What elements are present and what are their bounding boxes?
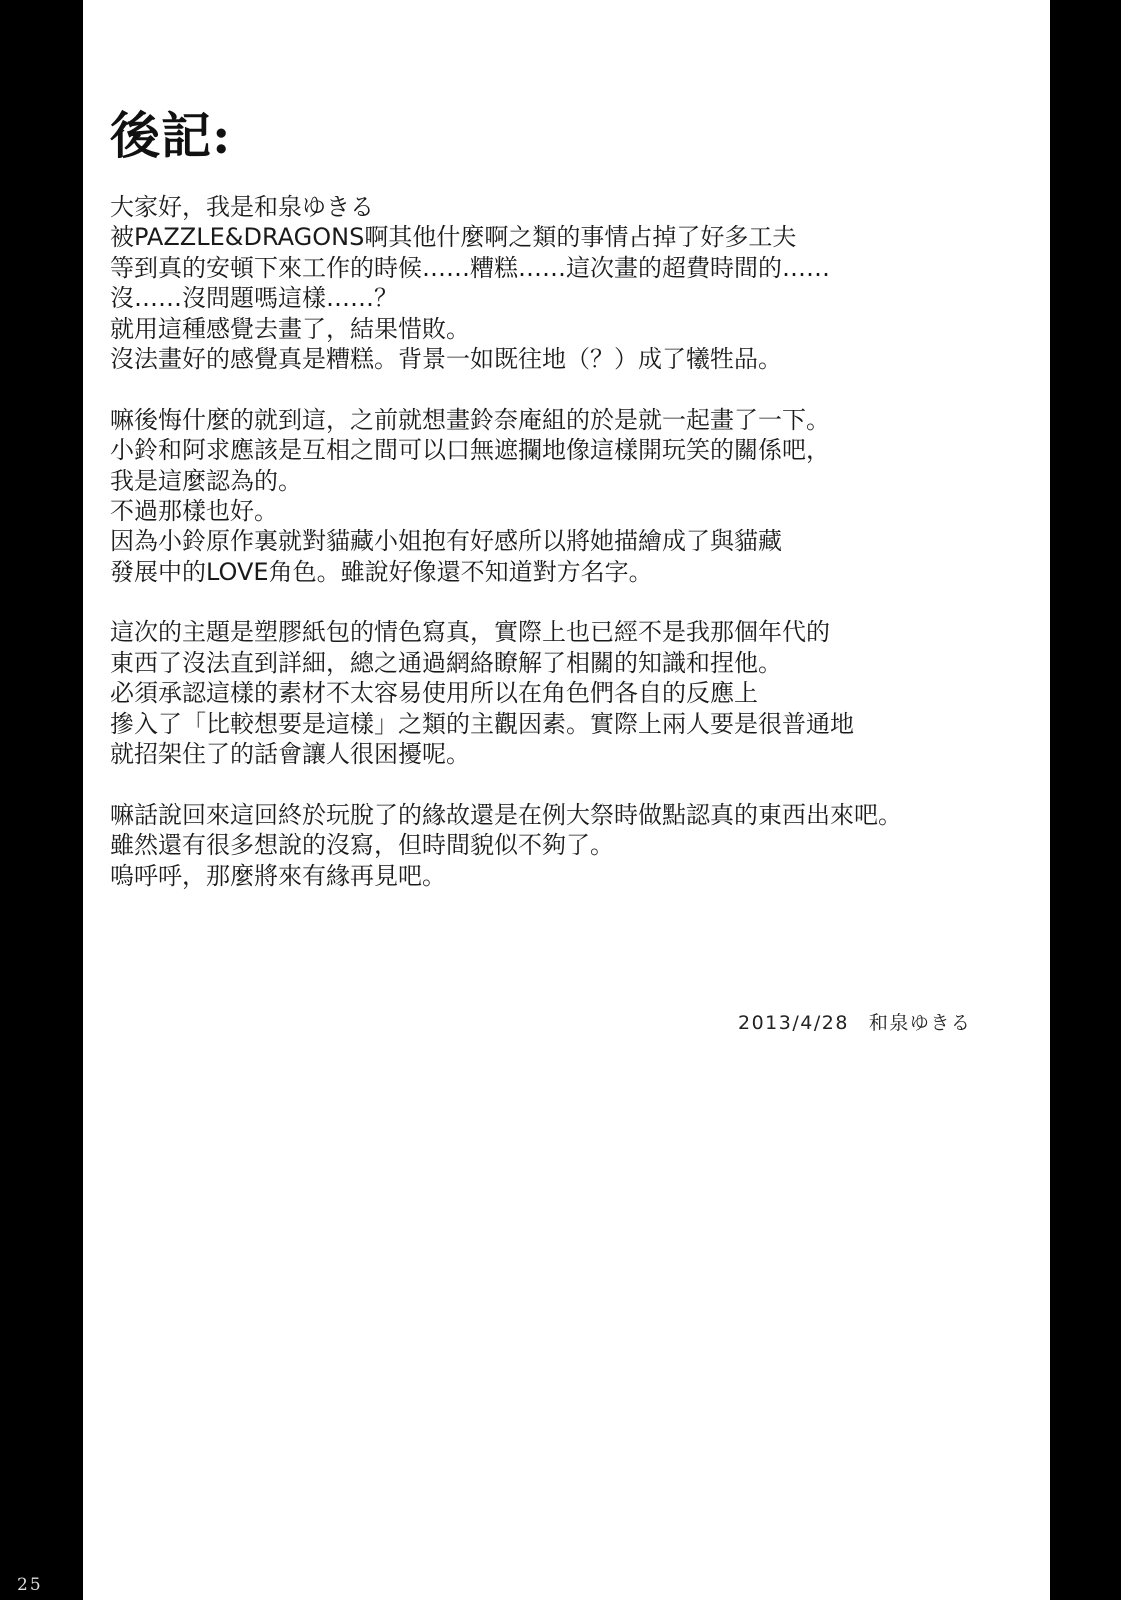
- signature-author: 和泉ゆきる: [868, 1012, 972, 1034]
- text-line: 被PAZZLE&DRAGONS啊其他什麼啊之類的事情占掉了好多工夫: [110, 223, 797, 252]
- text-line: 就用這種感覺去畫了，結果惜敗。: [110, 314, 470, 343]
- page-number: 25: [17, 1575, 43, 1595]
- text-line: 大家好，我是和泉ゆきる: [110, 193, 374, 221]
- paragraph-4: [110, 800, 1040, 891]
- afterword-title: 後記:: [110, 106, 232, 165]
- signature-date: 2013/4/28: [738, 1012, 849, 1034]
- text-line: 因為小鈴原作裏就對貓藏小姐抱有好感所以將她描繪成了與貓藏: [110, 527, 782, 556]
- text-line: 這次的主題是塑膠紙包的情色寫真，實際上也已經不是我那個年代的: [110, 618, 830, 647]
- text-line: 嗚呼呼，那麼將來有緣再見吧。: [110, 861, 446, 890]
- paragraph-2: [110, 405, 1040, 587]
- text-line: 嘛話說回來這回終於玩脫了的緣故還是在例大祭時做點認真的東西出來吧。: [110, 800, 902, 829]
- text-line: 發展中的LOVE角色。雖說好像還不知道對方名字。: [110, 557, 653, 586]
- text-line: 等到真的安頓下來工作的時候……糟糕……這次畫的超費時間的……: [110, 253, 830, 282]
- text-line: 就招架住了的話會讓人很困擾呢。: [110, 740, 470, 769]
- text-line: 東西了沒法直到詳細，總之通過網絡瞭解了相關的知識和捏他。: [110, 648, 782, 677]
- text-line: 不過那樣也好。: [110, 496, 278, 525]
- text-line: 我是這麼認為的。: [110, 466, 302, 495]
- document-page: [83, 0, 1050, 1600]
- paragraph-1: [110, 192, 1040, 374]
- paragraph-3: [110, 617, 1040, 769]
- text-line: 雖然還有很多想說的沒寫，但時間貌似不夠了。: [110, 831, 614, 860]
- text-line: 嘛後悔什麼的就到這，之前就想畫鈴奈庵組的於是就一起畫了一下。: [110, 405, 830, 434]
- text-line: 沒……沒問題嗎這樣……？: [110, 284, 398, 313]
- paragraph-gap: [110, 769, 1040, 799]
- text-line: 摻入了「比較想要是這樣」之類的主觀因素。實際上兩人要是很普通地: [110, 709, 854, 738]
- text-line: 沒法畫好的感覺真是糟糕。背景一如既往地（？）成了犧牲品。: [110, 344, 782, 373]
- afterword-body: [110, 192, 1040, 891]
- paragraph-gap: [110, 587, 1040, 617]
- paragraph-gap: [110, 374, 1040, 404]
- text-line: 小鈴和阿求應該是互相之間可以口無遮攔地像這樣開玩笑的關係吧，: [110, 436, 830, 465]
- signature: [738, 1008, 971, 1035]
- text-line: 必須承認這樣的素材不太容易使用所以在角色們各自的反應上: [110, 679, 758, 708]
